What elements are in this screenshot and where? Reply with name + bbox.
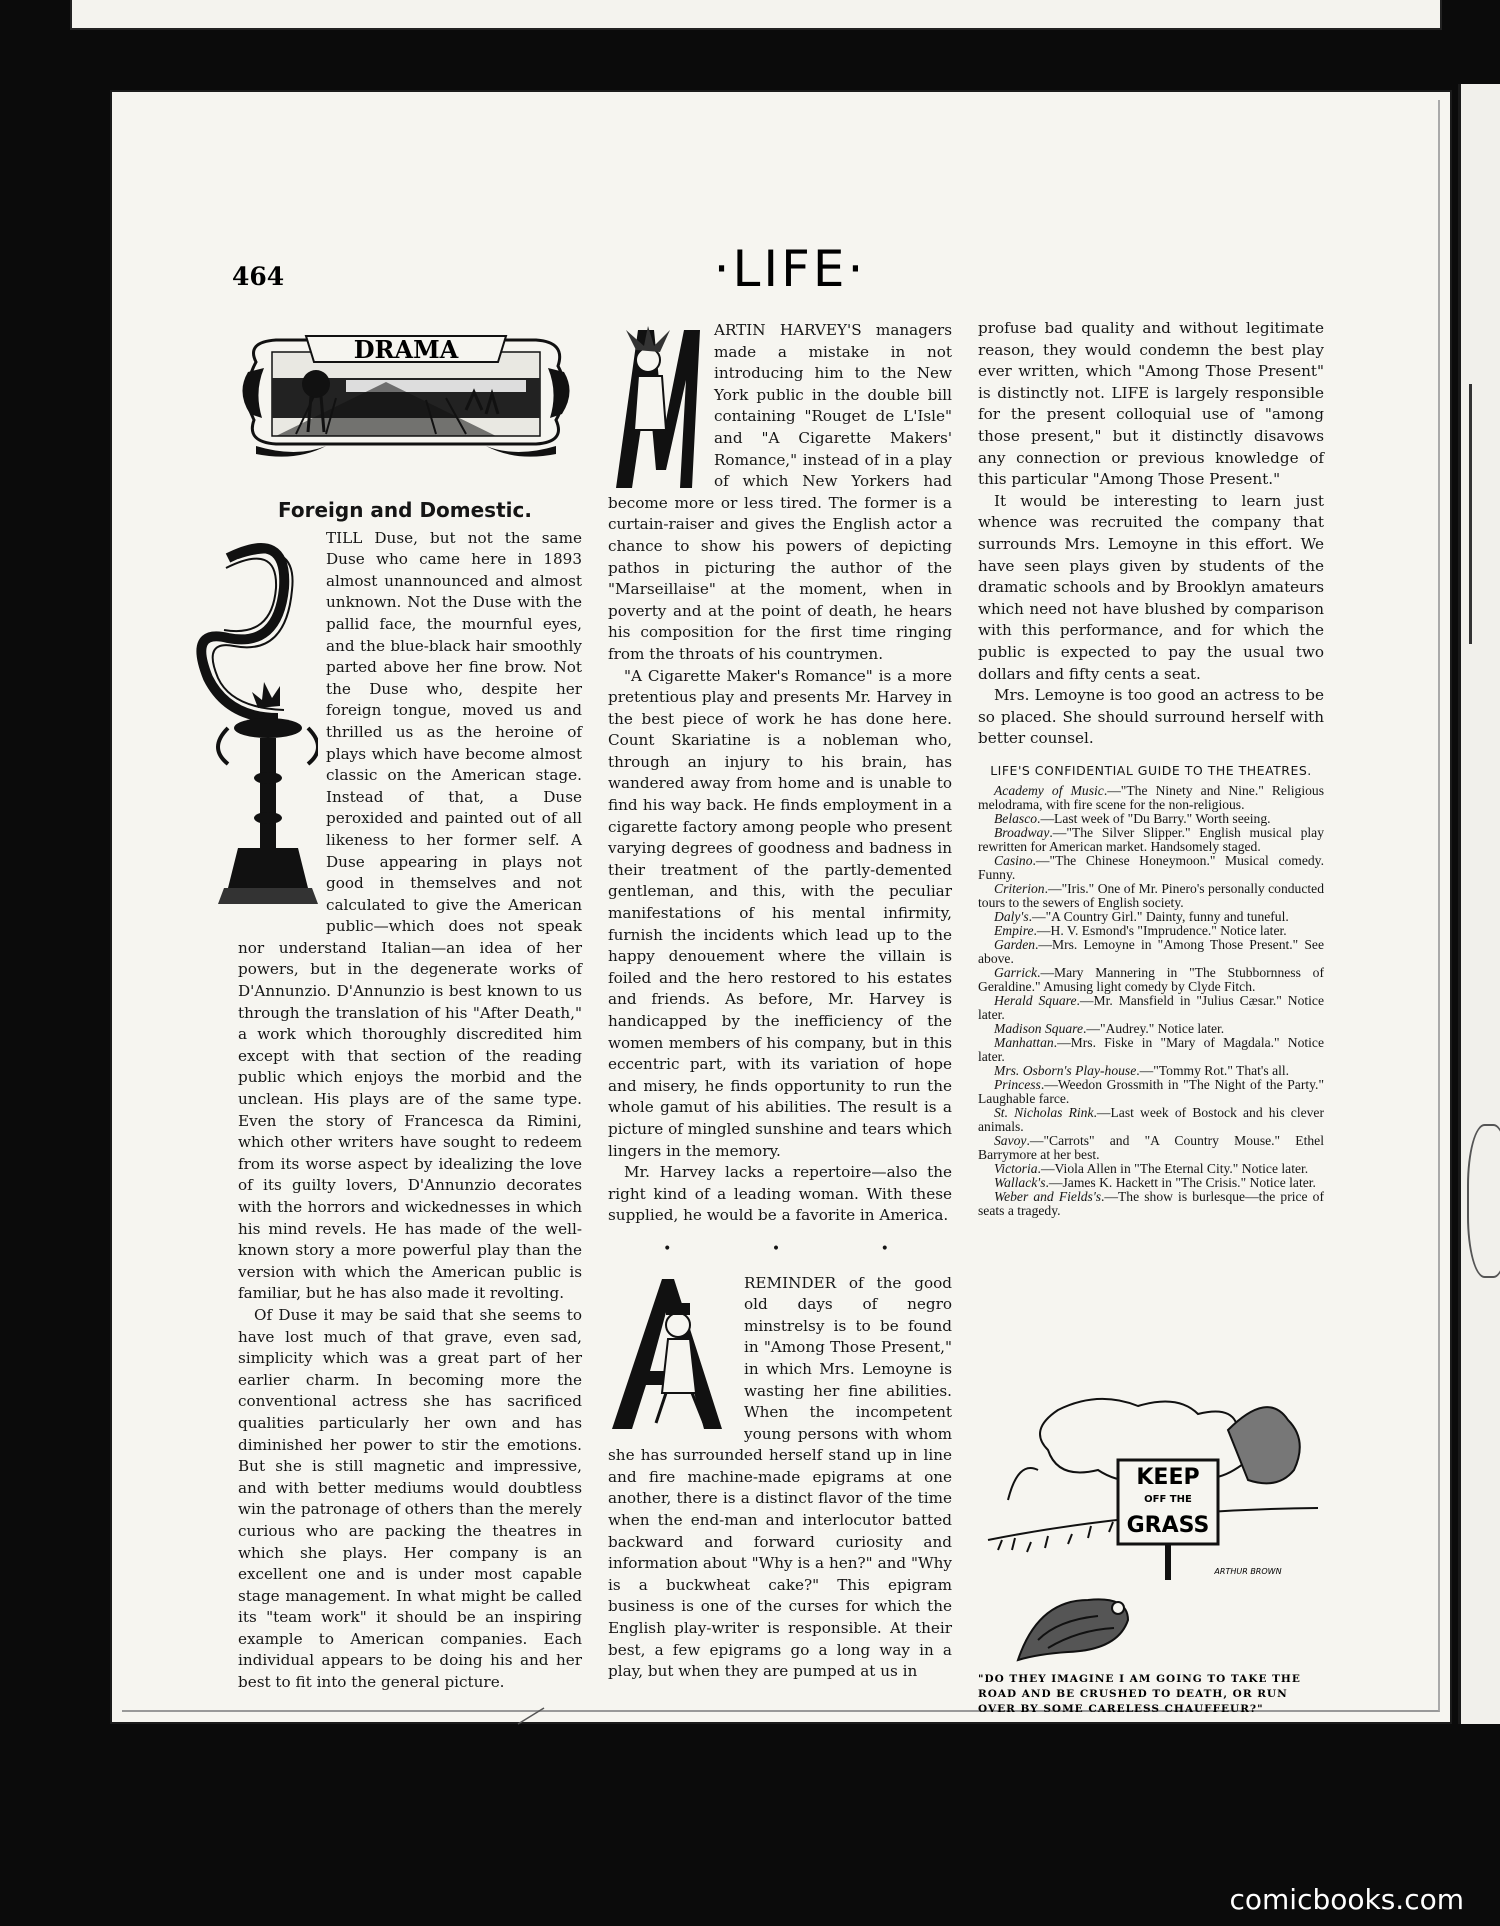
guide-theatre-name: Criterion (994, 880, 1045, 896)
guide-theatre-name: Savoy (994, 1132, 1027, 1148)
guide-theatre-note: .—"Iris." One of Mr. Pinero's personally conducted tours to the sewers of English society. (978, 880, 1324, 910)
sign-keep: KEEP (1136, 1465, 1200, 1490)
guide-theatre-note: .—Mrs. Lemoyne in "Among Those Present." See above. (978, 936, 1324, 966)
guide-entry (978, 910, 1324, 924)
guide-theatre-note: .—Last week of Bostock and his clever animals. (978, 1104, 1324, 1134)
guide-theatre-name: Victoria (994, 1160, 1038, 1176)
guide-theatre-name: Manhattan (994, 1034, 1054, 1050)
guide-theatre-name: Daly's (994, 908, 1029, 924)
guide-theatre-name: St. Nicholas Rink (994, 1104, 1094, 1120)
guide-theatre-name: Herald Square (994, 992, 1077, 1008)
column-harvey-review (608, 320, 952, 1683)
guide-theatre-note: .—"Tommy Rot." That's all. (1136, 1062, 1290, 1078)
guide-theatre-name: Princess (994, 1076, 1041, 1092)
guide-theatre-note: .—"The Silver Slipper." English musical play rewritten for American market. Handsomely staged. (978, 824, 1324, 854)
guide-entry (978, 882, 1324, 910)
guide-theatre-note: .—James K. Hackett in "The Crisis." Notice later. (1045, 1174, 1316, 1190)
guide-entry (978, 1162, 1324, 1176)
guide-theatre-note: .—Mary Mannering in "The Stubbornness of Geraldine." Amusing light comedy by Clyde Fitch. (978, 964, 1324, 994)
drama-banner-illustration (236, 322, 576, 464)
watermark: comicbooks.com (1229, 1883, 1464, 1916)
cartoon-caption: "DO THEY IMAGINE I AM GOING TO TAKE THE ROAD AND BE CRUSHED TO DEATH, OR RUN OVER BY SOME CARELESS CHAUFFEUR?" (978, 1673, 1301, 1715)
guide-entry (978, 924, 1324, 938)
drama-banner-text: DRAMA (353, 335, 459, 364)
guide-theatre-name: Madison Square (994, 1020, 1083, 1036)
column-drama-review (238, 500, 582, 1694)
keep-off-grass-cartoon (978, 1390, 1324, 1670)
guide-entry (978, 1190, 1324, 1218)
guide-theatre-note: .—"The Ninety and Nine." Religious melodrama, with fire scene for the non-religious. (978, 782, 1324, 812)
guide-theatre-name: Mrs. Osborn's Play-house (994, 1062, 1137, 1078)
guide-entry (978, 994, 1324, 1022)
guide-theatre-note: .—"Carrots" and "A Country Mouse." Ethel Barrymore at her best. (978, 1132, 1324, 1162)
guide-entry (978, 1078, 1324, 1106)
paragraph-lemoyne-1: profuse bad quality and without legitimate reason, they would condemn the best play ever written, which "Among Those Present" is distinctly not. LIFE is largely responsible for the present colloquial use of "among those present," but it distinctly disavows any connection or previous knowledge of this particular "Among Those Present." (978, 319, 1324, 489)
dropcap-a-minstrel-illustration (608, 1273, 736, 1433)
guide-theatre-note: .—H. V. Esmond's "Imprudence." Notice later. (1033, 922, 1287, 938)
guide-theatre-name: Academy of Music (994, 782, 1104, 798)
guide-theatre-name: Garden (994, 936, 1036, 952)
guide-theatre-note: .—Last week of "Du Barry." Worth seeing. (1037, 810, 1271, 826)
paragraph-harvey-2: "A Cigarette Maker's Romance" is a more pretentious play and presents Mr. Harvey in the best piece of work he has done here. Count Skariatine is a nobleman who, through an injury to his brain, has wandered away from home and is unable to find his way back. He finds employment in a cigarette factory among people who present varying degrees of goodness and badness in their treatment of the partly-demented gentleman, and this, with the peculiar manifestations of his mental infirmity, furnish the incidents which lead up to the happy denouement where the villain is foiled and the hero restored to his estates and friends. As before, Mr. Harvey is handicapped by the inefficiency of the women members of his company, but in this eccentric part, with its variation of hope and misery, he finds opportunity to run the whole gamut of his abilities. The result is a picture of mingled sunshine and tears which lingers in the memory. (608, 666, 952, 1160)
guide-theatre-note: .—Weedon Grossmith in "The Night of the Party." Laughable farce. (978, 1076, 1324, 1106)
sign-grass: GRASS (1126, 1513, 1210, 1538)
paragraph-lemoyne-2: It would be interesting to learn just whence was recruited the company that surrounds Mrs. Lemoyne in this effort. We have seen plays given by students of the dramatic schools and by Brooklyn amateurs which need not have blushed by comparison with this performance, and for which the public is expected to pay the usual two dollars and fifty cents a seat. (978, 491, 1324, 683)
sign-off-the: OFF THE (1144, 1494, 1192, 1505)
theatre-guide-title: LIFE'S CONFIDENTIAL GUIDE TO THE THEATRES. (990, 762, 1312, 778)
paragraph-reminder: REMINDER of the good old days of negro minstrelsy is to be found in "Among Those Present," in which Mrs. Lemoyne is wasting her fine abilities. When the incompetent young persons with whom she has surrounded herself stand up in line and fire machine-made epigrams at one another, there is a distinct flavor of the time when the end-man and interlocutor batted backward and forward curiosity and information about "Why is a hen?" and "Why is a buckwheat cake?" This epigram business is one of the curses for which the English play-writer is responsible. At their best, a few epigrams go a long way in a play, but when they are pumped at us in (608, 1273, 952, 1681)
guide-theatre-name: Weber and Fields's (994, 1188, 1102, 1204)
guide-entry (978, 1134, 1324, 1162)
column-lemoyne-review (978, 318, 1324, 1218)
section-separator: • • • (663, 1240, 937, 1257)
dropcap-s-torch-illustration (188, 528, 318, 928)
guide-entry (978, 1176, 1324, 1190)
guide-entry (978, 826, 1324, 854)
guide-theatre-name: Casino (994, 852, 1033, 868)
guide-entry (978, 1106, 1324, 1134)
masthead-title: ·LIFE· (713, 240, 867, 298)
artist-signature: ARTHUR BROWN (1214, 1567, 1282, 1576)
section-heading: Foreign and Domestic. (278, 498, 532, 522)
dropcap-m-jester-illustration (608, 320, 706, 492)
next-page-edge (1458, 84, 1500, 1724)
guide-entry (978, 938, 1324, 966)
guide-theatre-name: Empire (994, 922, 1034, 938)
guide-entry (978, 784, 1324, 812)
paragraph-1: TILL Duse, but not the same Duse who came here in 1893 almost unannounced and almost unknown. Not the Duse with the pallid face, the mournful eyes, and the blue-black hair smoothly parted above her fine brow. Not the Duse who, despite her foreign tongue, moved us and thrilled us as the heroine of plays which have become almost classic on the American stage. Instead of that, a Duse peroxided and painted out of all likeness to her former self. A Duse appearing in plays not good in themselves and not calculated to give the American public—which does not speak nor understand Italian—an idea of her powers, but in the degenerate works of D'Annunzio. D'Annunzio is best known to us through the translation of his "After Death," a work which thoroughly discredited him except with that section of the reading public which enjoys the morbid and the unclean. His plays are of the same type. Even the story of Francesca da Rimini, which other writers have sought to redeem from its worse aspect by idealizing the love of its guilty lovers, D'Annunzio decorates with the horrors and wickednesses in which his mind revels. He has made of the well-known story a more powerful play than the version with which the American public is familiar, but he has also made it revolting. (238, 528, 582, 1303)
guide-theatre-note: .—"A Country Girl." Dainty, funny and tuneful. (1028, 908, 1289, 924)
guide-theatre-note: .—"The Chinese Honeymoon." Musical comedy. Funny. (978, 852, 1324, 882)
paragraph-2: Of Duse it may be said that she seems to have lost much of that grave, even sad, simplicity which was a great part of her earlier charm. In becoming more the conventional actress she has sacrificed qualities particularly her own and has diminished her power to stir the emotions. But she is still magnetic and impressive, and with better mediums would doubtless win the patronage of others than the merely curious who are packing the theatres in which she plays. Her company is an excellent one and is under most capable stage management. In what might be called its "team work" it should be an inspiring example to American companies. Each individual appears to be doing his and her best to fit into the general picture. (238, 1305, 582, 1692)
paragraph-harvey-3: Mr. Harvey lacks a repertoire—also the right kind of a leading woman. With these supplied, he would be a favorite in America. (608, 1163, 952, 1225)
theatre-guide-list (978, 784, 1324, 1218)
guide-theatre-note: .—The show is burlesque—the price of seats a tragedy. (978, 1188, 1324, 1218)
guide-entry (978, 812, 1324, 826)
guide-theatre-note: .—Mrs. Fiske in "Mary of Magdala." Notice later. (978, 1034, 1324, 1064)
guide-theatre-name: Belasco (994, 810, 1038, 826)
previous-page-edge (70, 0, 1442, 30)
paragraph-lemoyne-3: Mrs. Lemoyne is too good an actress to be so placed. She should surround herself with better counsel. (978, 686, 1324, 748)
page-mark (516, 1706, 546, 1726)
guide-theatre-name: Wallack's (994, 1174, 1046, 1190)
guide-entry (978, 1036, 1324, 1064)
page-number: 464 (232, 262, 285, 291)
guide-theatre-note: .—"Audrey." Notice later. (1082, 1020, 1225, 1036)
guide-theatre-name: Broadway (994, 824, 1050, 840)
guide-entry (978, 966, 1324, 994)
paragraph-harvey-1: ARTIN HARVEY'S managers made a mistake in not introducing him to the New York public in the double bill containing "Rouget de L'Isle" and "A Cigarette Makers' Romance," instead of in a play of which New Yorkers had become more or less tired. The former is a curtain-raiser and gives the English actor a chance to show his powers of depicting pathos in picturing the author of the "Marseillaise" at the moment, when in poverty and at the point of death, he hears his composition for the first time ringing from the throats of his countrymen. (608, 321, 952, 663)
guide-theatre-name: Garrick (994, 964, 1038, 980)
guide-entry (978, 1022, 1324, 1036)
guide-theatre-note: .—Mr. Mansfield in "Julius Cæsar." Notice later. (978, 992, 1324, 1022)
guide-entry (978, 854, 1324, 882)
guide-theatre-note: .—Viola Allen in "The Eternal City." Notice later. (1037, 1160, 1309, 1176)
guide-entry (978, 1064, 1324, 1078)
